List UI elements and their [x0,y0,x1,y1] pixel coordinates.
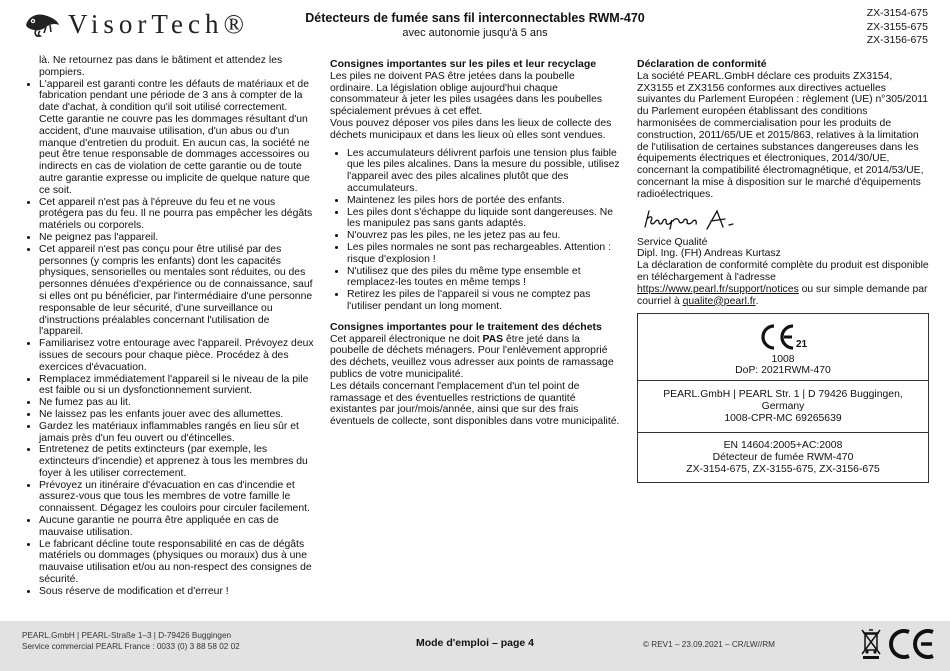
list-item: • Retirez les piles de l'appareil si vous ne comptez pas l'utiliser pendant un long moment. [347,289,620,313]
model-number: ZX-3155-675 [866,20,928,33]
battery-list [330,148,620,313]
list-item: • Le fabricant décline toute responsabilité en cas de dégâts matériels ou dommages (physiques ou moraux) dus à une mauvaise utilisation et/ou au non-respect des consignes de sécurité. [39,539,314,586]
column-declaration [637,59,929,307]
declaration-text: La société PEARL.GmbH déclare ces produits ZX3154, ZX3155 et ZX3156 conformes aux directives actuelles suivantes du Parlement Européen : règlement (UE) n°305/2011 du Parlement européen établissant des conditions harmonisées de commercialisation pour les produits de construction, 2011/65/UE et 2015/863, relatives à la limitation de l'utilisation de certaines substances dangereuses dans les équipements électriques et électroniques, 2014/30/UE, concernant la compatibilité électromagnétique, et 2014/53/UE, concernant la mise à disposition sur le marché d'équipements radioélectriques. [637,70,929,200]
section-title-batteries: Consignes importantes sur les piles et leur recyclage [330,58,597,70]
list-item: • Ne laissez pas les enfants jouer avec des allumettes. [39,409,314,421]
continued-text: là. Ne retournez pas dans le bâtiment et attendez les pompiers. [39,55,283,78]
brand-logo [22,6,249,42]
emphasis-text: PAS [482,333,504,345]
list-item: • N'utilisez que des piles du même type ensemble et remplacez-les toutes en même temps ! [347,266,620,290]
ce-mark-icon [758,322,796,352]
model-number: ZX-3156-675 [866,34,928,46]
text-run: Cet appareil électronique ne doit [330,333,483,345]
section-title-declaration: Déclaration de conformité [637,58,767,70]
list-item: • Maintenez les piles hors de portée des enfants. [347,195,620,207]
text-run: être jeté dans la poubelle de déchets ménagers. Pour l'enlèvement approprié des déchets, veuillez vous adresser aux points de ramassage publics de votre municipalité. [330,333,614,380]
product-name: Détecteur de fumée RWM-470 [712,451,854,463]
declaration-download-text [637,260,929,307]
email-link[interactable]: qualite@pearl.fr [682,295,756,307]
paragraph: Les piles ne doivent PAS être jetées dans la poubelle ordinaire. La législation oblige aujourd'hui chaque consommateur à jeter les piles usagées dans les poubelles spécialement prévues à cet effet. [330,70,603,118]
page-header [0,0,950,50]
ce-year: 21 [796,339,808,350]
page-number: Mode d'emploi – page 4 [415,637,535,649]
manufacturer-block [648,389,918,424]
signatory-department: Service Qualité [637,236,708,248]
chameleon-logo-icon [22,9,62,39]
list-item: • Gardez les matériaux inflammables rangés en lieu sûr et jamais près d'un feu ouvert ou d'étincelles. [39,421,314,445]
weee-crossed-bin-icon [860,626,882,660]
list-item: • L'appareil est garanti contre les défauts de matériaux et de fabrication pendant une période de 3 ans à compter de la date d'achat, à condition qu'il soit utilisé correctement. Cette garantie ne couvre pas les dommages résultant d'un accident, d'une mauvaise utilisation, d'un abus ou d'un manque d'entretien du produit. En aucun cas, la société ne peut être tenue responsable de dommages accessoires ou indirects en cas de violation de cette garantie ou de toute autre garantie expresse ou implicite de quelque nature que ce soit. [39,79,314,197]
list-item: • Ne fumez pas au lit. [39,397,314,409]
footer-icons [860,626,938,660]
notified-body-number: 1008 [771,354,795,365]
product-models: ZX-3154-675, ZX-3155-675, ZX-3156-675 [686,463,880,475]
document-subtitle: avec autonomie jusqu'à 5 ans [402,27,548,39]
list-item: • N'ouvrez pas les piles, ne les jetez pas au feu. [347,230,620,242]
signatory-name: Dipl. Ing. (FH) Andreas Kurtasz [637,248,781,260]
text-run: La déclaration de conformité complète du produit est disponible en téléchargement à l'adresse [637,260,929,283]
page-footer [0,621,950,671]
footer-address: PEARL.GmbH | PEARL-Straße 1–3 | D-79426 Buggingen [22,631,232,640]
list-item: • Cet appareil n'est pas conçu pour être utilisé par des personnes (y compris les enfants) dont les capacités physiques, sensorielles ou mentales sont réduites, ou des personnes dénuées d'expérience ou de connaissance, sauf si elles ont pu bénéficier, par l'intermédiaire d'une personne responsable de leur sécurité, d'une surveillance ou d'instructions préalables concernant l'utilisation de l'appareil. [39,244,314,338]
section-title-waste: Consignes importantes pour le traitement des déchets [330,320,602,333]
document-title-block [300,11,650,39]
footer-phone: Service commercial PEARL France : 0033 (0) 3 88 58 02 02 [22,641,240,651]
revision-info: © REV1 – 23.09.2021 – CR/LW//RM [643,640,775,649]
support-link[interactable]: https://www.pearl.fr/support/notices [637,283,799,295]
list-item: • Les piles normales ne sont pas rechargeables. Attention : risque d'explosion ! [347,242,620,266]
brand-name: VisorTech® [68,8,249,39]
list-item: • Aucune garantie ne pourra être appliquée en cas de mauvaise utilisation. [39,515,314,539]
standard-reference: EN 14604:2005+AC:2008 [723,440,843,451]
dop-number: DoP: 2021RWM-470 [735,365,831,376]
list-item: • Remplacez immédiatement l'appareil si le niveau de la pile est faible ou si un dysfonctionnement survient. [39,374,314,398]
column-safety-instructions [22,55,314,598]
list-item: • Entretenez de petits extincteurs (par exemple, les extincteurs d'incendie) et apprenez à tous les membres du foyer à les utiliser correctement. [39,444,314,479]
text-run: ou sur simple demande par courriel à [637,283,928,307]
footer-company-info [22,631,240,652]
handwritten-signature-icon [637,205,757,235]
list-item: • Ne peignez pas l'appareil. [39,232,314,244]
text-run: . [755,295,759,307]
list-item: • Familiarisez votre entourage avec l'appareil. Prévoyez deux issues de secours pour chaque pièce. Procédez à des exercices d'évacuation. [39,338,314,373]
certificate-number: 1008-CPR-MC 69265639 [724,412,842,424]
standard-block [643,440,923,475]
list-item: • Les piles dont s'échappe du liquide sont dangereuses. Ne les manipulez pas sans gants adaptés. [347,207,620,231]
signature [637,205,929,235]
list-item: • Cet appareil n'est pas à l'épreuve du feu et ne vous protégera pas du feu. Il ne pourra pas empêcher les dégâts matériels ou corporels. [39,197,314,232]
model-number: ZX-3154-675 [866,7,928,19]
safety-list [22,79,314,598]
paragraph: Vous pouvez déposer vos piles dans les lieux de collecte des déchets municipaux et dans les lieux où elles sont vendues. [330,117,612,141]
model-numbers [867,7,928,48]
document-title: Détecteurs de fumée sans fil interconnectables RWM-470 [305,11,645,25]
list-item: • Prévoyez un itinéraire d'évacuation en cas d'incendie et assurez-vous que tous les membres de votre famille le connaissent. Dégagez les couloirs pour circuler facilement. [39,480,314,515]
list-item: • Sous réserve de modification et d'erreur ! [39,586,314,598]
list-item: • Les accumulateurs délivrent parfois une tension plus faible que les piles alcalines. Dans la mesure du possible, utilisez l'appareil avec des piles alcalines plutôt que des accumulateurs. [347,148,620,195]
column-batteries-waste [330,59,620,428]
paragraph [330,334,620,381]
ce-marking-box [637,313,929,483]
ce-footer-icon [888,626,938,660]
manufacturer-address: PEARL.GmbH | PEARL Str. 1 | D 79426 Buggingen, Germany [663,389,903,412]
paragraph: Les détails concernant l'emplacement d'un tel point de ramassage et des éventuelles restrictions de quantité existantes par jour/mois/année, ainsi que sur des frais éventuels de collecte, sont disponibles dans votre municipalité. [330,380,620,428]
